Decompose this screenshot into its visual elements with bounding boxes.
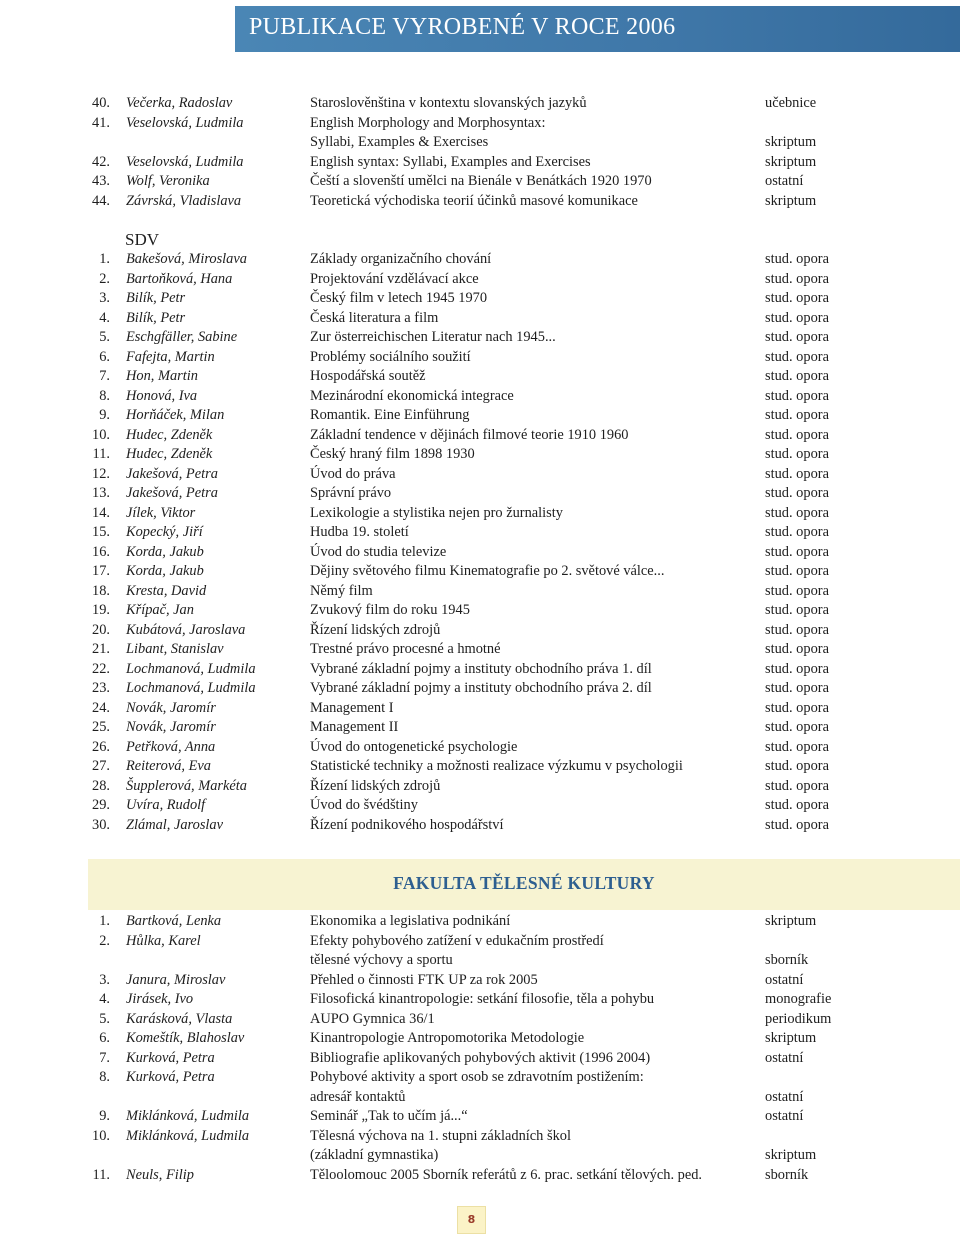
list-item	[0, 309, 960, 329]
item-number: 21.	[92, 641, 110, 657]
item-number: 44.	[92, 192, 110, 209]
list-item	[0, 289, 960, 309]
list-item	[0, 640, 960, 660]
item-number: 25.	[92, 719, 110, 735]
item-type: sborník	[765, 952, 809, 968]
list-item	[0, 270, 960, 290]
list-item	[0, 1127, 960, 1147]
item-type: skriptum	[765, 134, 817, 150]
item-type: stud. opora	[765, 816, 829, 833]
item-number: 23.	[92, 680, 110, 696]
list-item	[0, 951, 960, 971]
item-title: Němý film	[310, 582, 373, 599]
item-author: Jirásek, Ivo	[126, 991, 194, 1007]
item-type: stud. opora	[765, 446, 829, 462]
list-item	[0, 601, 960, 621]
item-title: Teoretická východiska teorií účinků masové komunikace	[310, 192, 638, 209]
item-type: monografie	[765, 991, 832, 1007]
item-author: Jakešová, Petra	[126, 465, 218, 482]
list-item	[0, 250, 960, 270]
item-number: 42.	[92, 153, 110, 170]
item-number: 9.	[99, 407, 110, 423]
item-number: 5.	[99, 1010, 110, 1027]
item-type: stud. opora	[765, 543, 829, 560]
item-type: stud. opora	[765, 680, 829, 696]
item-author: Korda, Jakub	[126, 563, 204, 579]
item-author: Lochmanová, Ludmila	[126, 680, 256, 696]
item-title: Úvod do práva	[310, 465, 396, 482]
list-item	[0, 1146, 960, 1166]
list-item	[0, 328, 960, 348]
item-number: 22.	[92, 660, 110, 677]
item-number: 2.	[99, 932, 110, 949]
item-author: Jakešová, Petra	[126, 485, 218, 501]
item-number: 19.	[92, 602, 110, 618]
item-author: Bakešová, Miroslava	[126, 251, 247, 267]
item-number: 13.	[92, 485, 110, 501]
item-author: Hůlka, Karel	[126, 932, 201, 949]
item-title: Těloolomouc 2005 Sborník referátů z 6. prac. setkání tělových. ped.	[310, 1166, 703, 1183]
item-author: Karásková, Vlasta	[126, 1010, 233, 1027]
item-type: stud. opora	[765, 641, 829, 657]
item-title: Syllabi, Examples & Exercises	[310, 134, 489, 150]
item-title: Česká literatura a film	[310, 309, 439, 326]
item-type: stud. opora	[765, 348, 829, 365]
list-item	[0, 426, 960, 446]
item-title: adresář kontaktů	[310, 1088, 406, 1105]
item-type: stud. opora	[765, 602, 829, 618]
item-author: Kurková, Petra	[126, 1069, 215, 1085]
item-number: 6.	[99, 1030, 110, 1046]
item-title: Projektování vzdělávací akce	[310, 270, 479, 287]
item-number: 1.	[99, 251, 110, 267]
item-title: Filosofická kinantropologie: setkání filosofie, těla a pohybu	[310, 991, 655, 1007]
item-type: periodikum	[765, 1010, 832, 1027]
item-author: Neuls, Filip	[126, 1166, 194, 1183]
item-title: Zvukový film do roku 1945	[310, 602, 470, 618]
item-number: 28.	[92, 777, 110, 794]
item-number: 20.	[92, 621, 110, 638]
item-author: Janura, Miroslav	[126, 971, 226, 988]
item-type: stud. opora	[765, 563, 829, 579]
item-title: Tělesná výchova na 1. stupni základních škol	[310, 1127, 571, 1144]
item-title: Vybrané základní pojmy a instituty obchodního práva 2. díl	[310, 680, 652, 696]
list-item	[0, 543, 960, 563]
item-author: Lochmanová, Ludmila	[126, 660, 256, 677]
item-type: skriptum	[765, 153, 817, 170]
list-item	[0, 699, 960, 719]
item-number: 8.	[99, 387, 110, 404]
list-item	[0, 367, 960, 387]
item-title: (základní gymnastika)	[310, 1147, 439, 1163]
list-item	[0, 738, 960, 758]
list-item	[0, 816, 960, 836]
item-number: 3.	[99, 290, 110, 306]
list-item	[0, 562, 960, 582]
item-title: Správní právo	[310, 485, 392, 501]
item-title: Hospodářská soutěž	[310, 368, 426, 384]
item-number: 27.	[92, 758, 110, 774]
item-title: Úvod do švédštiny	[310, 797, 418, 813]
item-number: 9.	[99, 1108, 110, 1124]
list-item	[0, 348, 960, 368]
list-item	[0, 796, 960, 816]
item-number: 26.	[92, 738, 110, 755]
item-number: 14.	[92, 504, 110, 521]
item-type: skriptum	[765, 192, 817, 209]
item-title: Čeští a slovenští umělci na Bienále v Benátkách 1920 1970	[310, 173, 652, 189]
item-title: Ekonomika a legislativa podnikání	[310, 913, 511, 929]
item-title: Mezinárodní ekonomická integrace	[310, 387, 514, 404]
item-author: Petřková, Anna	[126, 738, 216, 755]
item-author: Eschgfäller, Sabine	[126, 329, 238, 345]
item-type: stud. opora	[765, 270, 829, 287]
item-author: Miklánková, Ludmila	[126, 1108, 250, 1124]
item-author: Novák, Jaromír	[126, 719, 216, 735]
item-author: Kubátová, Jaroslava	[126, 621, 246, 638]
item-type: sborník	[765, 1166, 809, 1183]
item-author: Kopecký, Jiří	[126, 524, 203, 540]
item-number: 15.	[92, 524, 110, 540]
item-author: Honová, Iva	[126, 387, 198, 404]
item-author: Jílek, Viktor	[126, 504, 196, 521]
item-title: Český film v letech 1945 1970	[310, 290, 488, 306]
item-type: ostatní	[765, 173, 804, 189]
list-item	[0, 660, 960, 680]
item-type: skriptum	[765, 913, 817, 929]
item-number: 12.	[92, 465, 110, 482]
item-author: Reiterová, Eva	[126, 758, 211, 774]
list-item	[0, 387, 960, 407]
item-type: ostatní	[765, 971, 804, 988]
item-type: stud. opora	[765, 738, 829, 755]
list-item	[0, 523, 960, 543]
publication-list-sdv	[0, 250, 960, 835]
item-title: Bibliografie aplikovaných pohybových aktivit (1996 2004)	[310, 1049, 651, 1066]
item-number: 10.	[92, 426, 110, 443]
list-item	[0, 94, 960, 114]
item-type: stud. opora	[765, 758, 829, 774]
item-number: 1.	[99, 913, 110, 929]
item-title: Základní tendence v dějinách filmové teorie 1910 1960	[310, 426, 629, 443]
item-type: stud. opora	[765, 621, 829, 638]
item-title: Lexikologie a stylistika nejen pro žurnalisty	[310, 504, 563, 521]
item-number: 6.	[99, 348, 110, 365]
item-author: Kresta, David	[126, 582, 207, 599]
publication-list-continued	[0, 94, 960, 211]
item-author: Wolf, Veronika	[126, 173, 210, 189]
item-title: Management II	[310, 719, 399, 735]
item-author: Bilík, Petr	[126, 309, 186, 326]
item-type: stud. opora	[765, 290, 829, 306]
item-author: Zlámal, Jaroslav	[126, 816, 224, 833]
list-item	[0, 133, 960, 153]
item-number: 11.	[92, 446, 110, 462]
item-type: ostatní	[765, 1108, 804, 1124]
item-number: 29.	[92, 797, 110, 813]
item-number: 11.	[92, 1166, 110, 1183]
list-item	[0, 406, 960, 426]
list-item	[0, 679, 960, 699]
item-number: 7.	[99, 1049, 110, 1066]
item-title: Český hraný film 1898 1930	[310, 446, 475, 462]
item-title: Zur österreichischen Literatur nach 1945...	[310, 329, 556, 345]
list-item	[0, 757, 960, 777]
list-item	[0, 153, 960, 173]
item-type: stud. opora	[765, 407, 829, 423]
item-number: 17.	[92, 563, 110, 579]
item-author: Závrská, Vladislava	[126, 192, 242, 209]
item-author: Miklánková, Ludmila	[126, 1127, 250, 1144]
item-author: Uvíra, Rudolf	[126, 797, 206, 813]
list-item	[0, 990, 960, 1010]
item-number: 16.	[92, 543, 110, 560]
item-author: Hudec, Zdeněk	[126, 446, 213, 462]
item-title: Řízení lidských zdrojů	[310, 777, 441, 794]
list-item	[0, 504, 960, 524]
list-item	[0, 932, 960, 952]
item-title: Pohybové aktivity a sport osob se zdravotním postižením:	[310, 1069, 644, 1085]
item-title: Řízení lidských zdrojů	[310, 621, 441, 638]
list-item	[0, 971, 960, 991]
item-type: stud. opora	[765, 777, 829, 794]
item-number: 2.	[99, 270, 110, 287]
faculty-heading: FAKULTA TĚLESNÉ KULTURY	[393, 873, 655, 893]
list-item	[0, 912, 960, 932]
item-type: stud. opora	[765, 699, 829, 716]
item-title: Vybrané základní pojmy a instituty obchodního práva 1. díl	[310, 660, 652, 677]
item-type: stud. opora	[765, 660, 829, 677]
item-type: stud. opora	[765, 368, 829, 384]
item-number: 24.	[92, 699, 110, 716]
item-type: stud. opora	[765, 426, 829, 443]
item-author: Libant, Stanislav	[126, 641, 224, 657]
item-author: Veselovská, Ludmila	[126, 114, 244, 131]
item-type: stud. opora	[765, 797, 829, 813]
item-type: ostatní	[765, 1088, 804, 1105]
item-number: 3.	[99, 971, 110, 988]
list-item	[0, 777, 960, 797]
list-item	[0, 1166, 960, 1186]
item-title: Dějiny světového filmu Kinematografie po 2. světové válce...	[310, 563, 665, 579]
list-item	[0, 1049, 960, 1069]
list-item	[0, 621, 960, 641]
item-author: Korda, Jakub	[126, 543, 204, 560]
list-item	[0, 1010, 960, 1030]
header-banner	[235, 6, 960, 52]
item-number: 5.	[99, 329, 110, 345]
list-item	[0, 718, 960, 738]
publication-list-ftk	[0, 912, 960, 1185]
item-number: 41.	[92, 114, 110, 131]
list-item	[0, 465, 960, 485]
item-author: Kurková, Petra	[126, 1049, 215, 1066]
item-author: Bilík, Petr	[126, 290, 186, 306]
item-type: stud. opora	[765, 387, 829, 404]
list-item	[0, 172, 960, 192]
item-type: stud. opora	[765, 485, 829, 501]
item-title: Seminář „Tak to učím já...“	[310, 1108, 468, 1124]
item-number: 10.	[92, 1127, 110, 1144]
item-type: stud. opora	[765, 329, 829, 345]
item-type: učebnice	[765, 95, 817, 111]
item-number: 4.	[99, 991, 110, 1007]
item-author: Večerka, Radoslav	[126, 95, 233, 111]
list-item	[0, 582, 960, 602]
list-item	[0, 1029, 960, 1049]
page-number: 8	[457, 1206, 486, 1234]
item-type: skriptum	[765, 1147, 817, 1163]
item-author: Veselovská, Ludmila	[126, 153, 244, 170]
section-heading-sdv: SDV	[125, 230, 160, 249]
item-title: Základy organizačního chování	[310, 251, 492, 267]
item-author: Novák, Jaromír	[126, 699, 216, 716]
item-author: Bartková, Lenka	[126, 913, 222, 929]
item-title: English Morphology and Morphosyntax:	[310, 114, 546, 131]
item-number: 7.	[99, 368, 110, 384]
item-author: Hon, Martin	[126, 368, 198, 384]
item-title: Staroslověnština v kontextu slovanských jazyků	[310, 95, 587, 111]
item-number: 43.	[92, 173, 110, 189]
list-item	[0, 484, 960, 504]
item-type: stud. opora	[765, 504, 829, 521]
item-number: 30.	[92, 816, 110, 833]
item-type: stud. opora	[765, 309, 829, 326]
item-title: Řízení podnikového hospodářství	[310, 816, 504, 833]
item-type: stud. opora	[765, 524, 829, 540]
list-item	[0, 192, 960, 212]
item-type: stud. opora	[765, 719, 829, 735]
item-type: skriptum	[765, 1030, 817, 1046]
item-number: 8.	[99, 1069, 110, 1085]
item-author: Bartoňková, Hana	[126, 270, 233, 287]
item-number: 4.	[99, 309, 110, 326]
faculty-banner	[88, 859, 960, 910]
item-title: Přehled o činnosti FTK UP za rok 2005	[310, 971, 538, 988]
item-author: Horňáček, Milan	[126, 407, 225, 423]
item-type: stud. opora	[765, 582, 829, 599]
item-author: Hudec, Zdeněk	[126, 426, 213, 443]
item-author: Šupplerová, Markéta	[126, 777, 247, 794]
item-title: Úvod do ontogenetické psychologie	[310, 738, 518, 755]
list-item	[0, 1088, 960, 1108]
list-item	[0, 445, 960, 465]
item-author: Komeštík, Blahoslav	[126, 1030, 245, 1046]
item-title: Statistické techniky a možnosti realizace výzkumu v psychologii	[310, 758, 683, 774]
item-title: Kinantropologie Antropomotorika Metodologie	[310, 1030, 585, 1046]
page-title: PUBLIKACE VYROBENÉ V ROCE 2006	[249, 14, 676, 40]
item-title: Hudba 19. století	[310, 524, 409, 540]
item-type: ostatní	[765, 1049, 804, 1066]
item-title: Problémy sociálního soužití	[310, 348, 471, 365]
item-title: Efekty pohybového zatížení v edukačním prostředí	[310, 932, 604, 949]
item-title: AUPO Gymnica 36/1	[310, 1010, 435, 1027]
list-item	[0, 1068, 960, 1088]
item-type: stud. opora	[765, 465, 829, 482]
item-number: 18.	[92, 582, 110, 599]
item-title: Romantik. Eine Einführung	[310, 407, 470, 423]
item-author: Fafejta, Martin	[126, 348, 215, 365]
item-title: English syntax: Syllabi, Examples and Exercises	[310, 153, 591, 170]
item-title: Management I	[310, 699, 394, 716]
item-title: tělesné výchovy a sportu	[310, 952, 453, 968]
list-item	[0, 1107, 960, 1127]
item-title: Trestné právo procesné a hmotné	[310, 641, 501, 657]
item-title: Úvod do studia televize	[310, 543, 447, 560]
list-item	[0, 114, 960, 134]
item-author: Křípač, Jan	[126, 602, 194, 618]
item-type: stud. opora	[765, 251, 829, 267]
item-number: 40.	[92, 95, 110, 111]
